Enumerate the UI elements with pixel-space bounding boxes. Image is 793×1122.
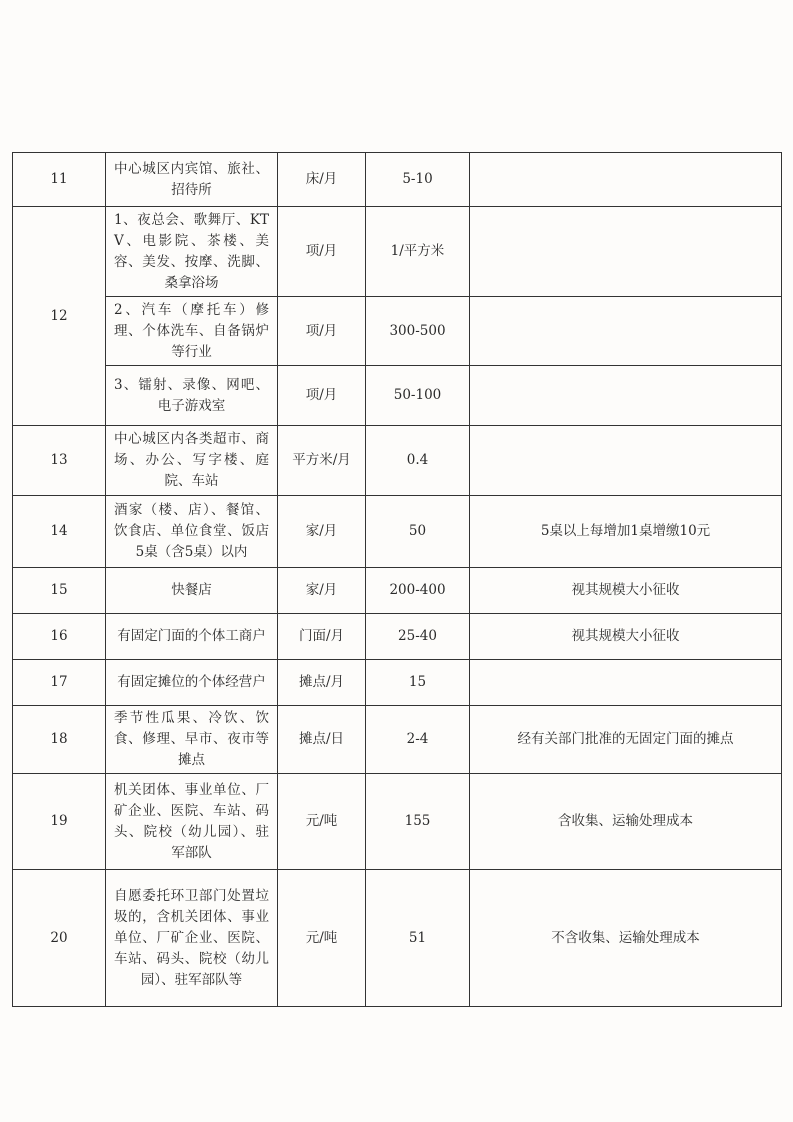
standard: 300-500 [366,297,470,366]
standard: 25-40 [366,614,470,660]
note: 5桌以上每增加1桌增缴10元 [470,496,782,568]
item-name: 有固定摊位的个体经营户 [106,660,278,706]
note [470,366,782,426]
table-row [13,660,782,706]
standard: 5-10 [366,153,470,207]
row-number: 14 [13,496,106,568]
unit: 平方米/月 [278,426,366,496]
fee-table [12,152,782,1007]
item-name: 中心城区内各类超市、商场、办公、写字楼、庭院、车站 [106,426,278,496]
row-number: 17 [13,660,106,706]
standard: 0.4 [366,426,470,496]
row-number: 13 [13,426,106,496]
table-row [13,614,782,660]
row-number: 11 [13,153,106,207]
table-row [13,774,782,870]
unit: 项/月 [278,297,366,366]
item-name: 季节性瓜果、冷饮、饮食、修理、早市、夜市等摊点 [106,706,278,774]
note [470,297,782,366]
row-number: 19 [13,774,106,870]
standard: 200-400 [366,568,470,614]
note [470,660,782,706]
note [470,153,782,207]
table-row [13,366,782,426]
standard: 1/平方米 [366,207,470,297]
row-number: 20 [13,870,106,1007]
row-number: 18 [13,706,106,774]
unit: 元/吨 [278,774,366,870]
unit: 摊点/日 [278,706,366,774]
standard: 15 [366,660,470,706]
row-number: 12 [13,207,106,426]
item-name: 酒家（楼、店）、餐馆、饮食店、单位食堂、饭店5桌（含5桌）以内 [106,496,278,568]
item-name: 自愿委托环卫部门处置垃圾的，含机关团体、事业单位、厂矿企业、医院、车站、码头、院校（幼儿园）、驻军部队等 [106,870,278,1007]
table-row [13,297,782,366]
note: 视其规模大小征收 [470,614,782,660]
standard: 50 [366,496,470,568]
standard: 155 [366,774,470,870]
note: 经有关部门批准的无固定门面的摊点 [470,706,782,774]
row-number: 15 [13,568,106,614]
standard: 50-100 [366,366,470,426]
item-name: 1、夜总会、歌舞厅、KTV、电影院、茶楼、美容、美发、按摩、洗脚、桑拿浴场 [106,207,278,297]
table-row [13,496,782,568]
unit: 项/月 [278,207,366,297]
item-name: 3、镭射、录像、网吧、电子游戏室 [106,366,278,426]
table-row [13,706,782,774]
unit: 床/月 [278,153,366,207]
note: 不含收集、运输处理成本 [470,870,782,1007]
item-name: 有固定门面的个体工商户 [106,614,278,660]
unit: 家/月 [278,568,366,614]
note [470,426,782,496]
standard: 51 [366,870,470,1007]
item-name: 快餐店 [106,568,278,614]
table-row [13,153,782,207]
table-row [13,207,782,297]
unit: 家/月 [278,496,366,568]
standard: 2-4 [366,706,470,774]
unit: 元/吨 [278,870,366,1007]
note: 含收集、运输处理成本 [470,774,782,870]
table-row [13,870,782,1007]
table-row [13,568,782,614]
note: 视其规模大小征收 [470,568,782,614]
note [470,207,782,297]
unit: 项/月 [278,366,366,426]
item-name: 中心城区内宾馆、旅社、招待所 [106,153,278,207]
row-number: 16 [13,614,106,660]
unit: 摊点/月 [278,660,366,706]
item-name: 机关团体、事业单位、厂矿企业、医院、车站、码头、院校（幼儿园）、驻军部队 [106,774,278,870]
table-row [13,426,782,496]
item-name: 2、汽车（摩托车）修理、个体洗车、自备锅炉等行业 [106,297,278,366]
unit: 门面/月 [278,614,366,660]
